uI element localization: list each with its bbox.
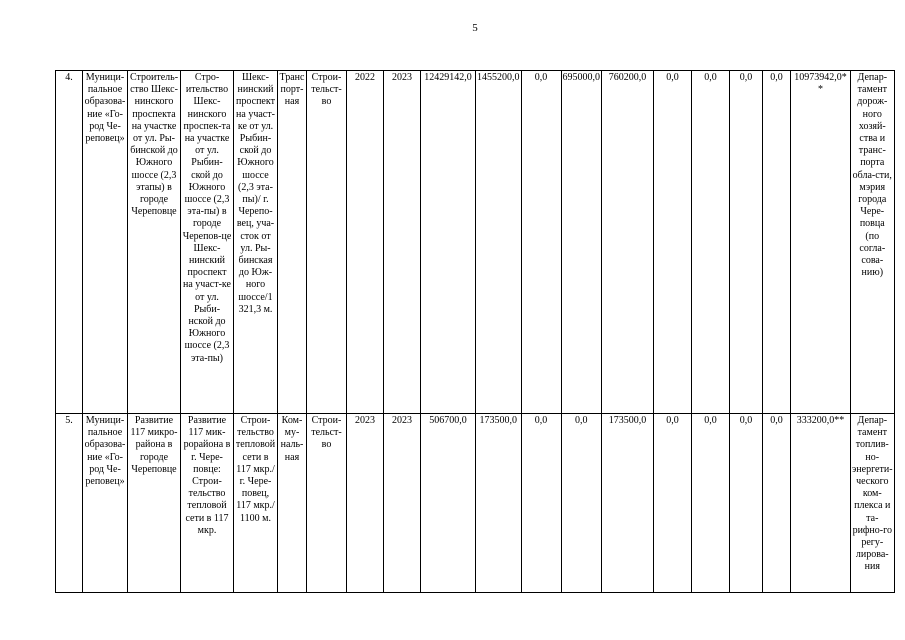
- municipality-cell: Муници-пальное образова-ние «Го-род Че-реповец»: [83, 71, 128, 414]
- amount-cell: 0,0: [561, 414, 602, 593]
- amount-cell: 173500,0: [476, 414, 522, 593]
- amount-cell: 0,0: [692, 71, 730, 414]
- project-cell: Развитие 117 микро-района в городе Череповце: [128, 414, 181, 593]
- table-row: [56, 414, 895, 593]
- amount-cell: 0,0: [730, 414, 763, 593]
- amount-cell: 0,0: [763, 414, 791, 593]
- total-cost-cell: 506700,0: [421, 414, 476, 593]
- investment-table: [55, 70, 895, 593]
- municipality-cell: Муници-пальное образова-ние «Го-род Че-реповец»: [83, 414, 128, 593]
- amount-cell: 333200,0**: [791, 414, 851, 593]
- amount-cell: 0,0: [521, 71, 561, 414]
- row-number: 4.: [56, 71, 83, 414]
- amount-cell: 0,0: [763, 71, 791, 414]
- type-cell: Строи-тельст-во: [307, 71, 347, 414]
- start-year-cell: 2022: [347, 71, 384, 414]
- location-cell: Шекс-нинский проспект на участ-ке от ул. Рыбин-ской до Южного шоссе (2,3 эта-пы)/ г. Черепо-вец, уча-сток от ул. Ры-бинская до Юж-ного шоссе/1 321,3 м.: [234, 71, 278, 414]
- executor-cell: Депар-тамент дорож-ного хозяй-ства и транс-порта обла-сти, мэрия города Чере-повца (по согла-сова-нию): [851, 71, 895, 414]
- amount-cell: 760200,0: [602, 71, 654, 414]
- sector-cell: Транс порт-ная: [278, 71, 307, 414]
- amount-cell: 173500,0: [602, 414, 654, 593]
- project-cell: Строитель-ство Шекс-нинского проспекта на участке от ул. Ры-бинской до Южного шоссе (2,3 этапы) в городе Череповце: [128, 71, 181, 414]
- executor-cell: Депар-тамент топлив-но-энергети-ческого ком-плекса и та-рифно-го регу-лирова-ния: [851, 414, 895, 593]
- amount-cell: 10973942,0* *: [791, 71, 851, 414]
- end-year-cell: 2023: [384, 71, 421, 414]
- table-row: [56, 71, 895, 414]
- location-cell: Строи-тельство тепловой сети в 117 мкр./ г. Чере-повец, 117 мкр./ 1100 м.: [234, 414, 278, 593]
- total-cost-cell: 12429142,0: [421, 71, 476, 414]
- amount-cell: 695000,0: [561, 71, 602, 414]
- object-cell: Развитие 117 мик-рорайона в г. Чере-повце: Строи-тельство тепловой сети в 117 мкр.: [181, 414, 234, 593]
- sector-cell: Ком-му-наль-ная: [278, 414, 307, 593]
- amount-cell: 1455200,0: [476, 71, 522, 414]
- amount-cell: 0,0: [692, 414, 730, 593]
- row-number: 5.: [56, 414, 83, 593]
- amount-cell: 0,0: [730, 71, 763, 414]
- amount-cell: 0,0: [654, 71, 692, 414]
- start-year-cell: 2023: [347, 414, 384, 593]
- type-cell: Строи-тельст-во: [307, 414, 347, 593]
- amount-cell: 0,0: [654, 414, 692, 593]
- end-year-cell: 2023: [384, 414, 421, 593]
- object-cell: Стро-ительство Шекс-нинского проспек-та на участке от ул. Рыбин-ской до Южного шоссе (2,3 эта-пы) в городе Черепов-це Шекс-нинский проспект на участ-ке от ул. Рыби-нской до Южного шоссе (2,3 эта-пы): [181, 71, 234, 414]
- amount-cell: 0,0: [521, 414, 561, 593]
- page-number: 5: [472, 22, 478, 34]
